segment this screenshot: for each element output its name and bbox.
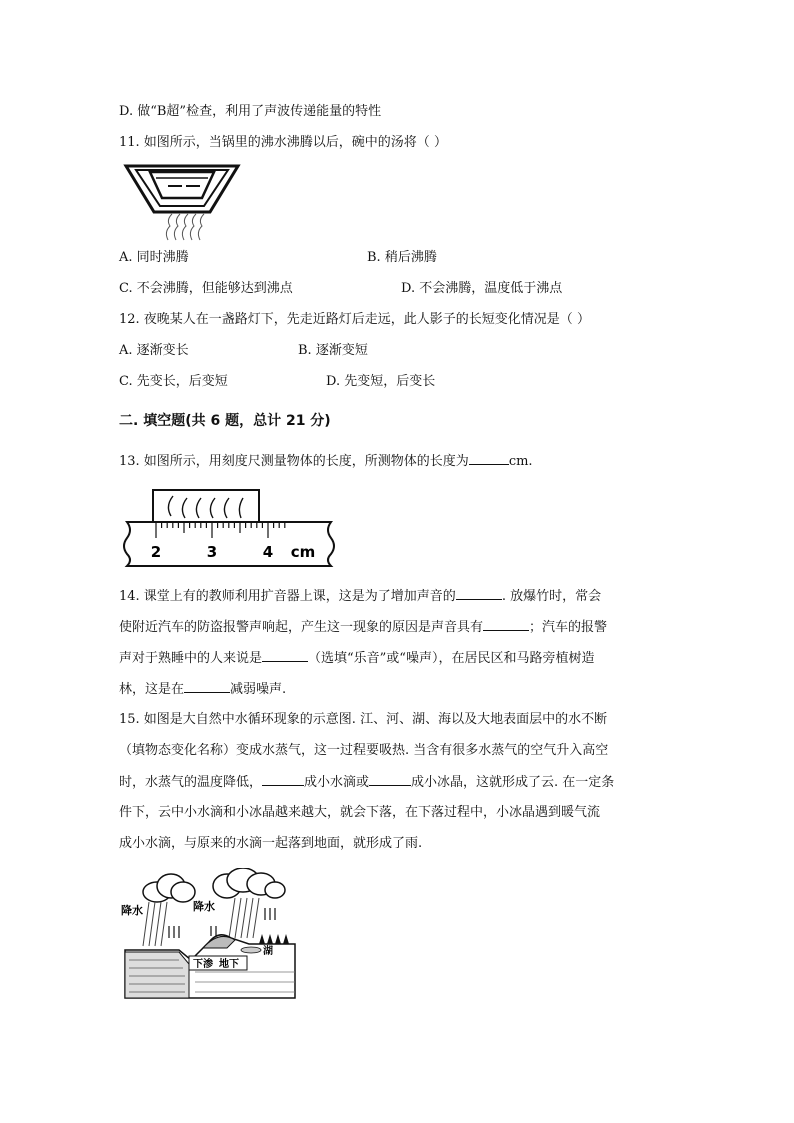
pot-bowl-figure [122, 160, 242, 248]
q15-line-3 [119, 773, 614, 792]
q15-line-2: （填物态变化名称）变成水蒸气，这一过程要吸热. 当含有很多水蒸气的空气升入高空 [119, 743, 609, 758]
q13-stem [119, 452, 533, 471]
q10-option-d: D. 做“B超”检查，利用了声波传递能量的特性 [119, 104, 382, 119]
ruler-label-3: 3 [206, 543, 218, 561]
q14-text-4b: 减弱噪声. [230, 682, 287, 697]
q14-text-3a: 声对于熟睡中的人来说是 [119, 651, 263, 666]
water-cycle-figure [119, 868, 297, 1004]
q15-text-3c: 成小冰晶，这就形成了云. 在一定条 [411, 775, 615, 790]
q11-option-b: B. 稍后沸腾 [367, 250, 437, 265]
q11-stem: 11. 如图所示，当锅里的沸水沸腾以后，碗中的汤将（ ） [119, 135, 447, 150]
label-lake: 湖 [263, 946, 273, 957]
q13-answer-blank[interactable] [469, 452, 509, 465]
q12-option-a: A. 逐渐变长 [119, 343, 189, 358]
q14-text-2b: ；汽车的报警 [529, 620, 608, 635]
q15-blank-1[interactable] [262, 773, 304, 786]
q14-line-1 [119, 587, 601, 606]
q12-stem: 12. 夜晚某人在一盏路灯下，先走近路灯后走远，此人影子的长短变化情况是（ ） [119, 312, 590, 327]
q12-option-b: B. 逐渐变短 [298, 343, 368, 358]
section-2-title: 二. 填空题(共 6 题，总计 21 分) [119, 413, 331, 429]
ruler-label-4: 4 [262, 543, 274, 561]
ruler-label-2: 2 [150, 543, 162, 561]
q11-option-c: C. 不会沸腾，但能够达到沸点 [119, 281, 293, 296]
ruler-label-unit: cm [290, 543, 316, 561]
q12-option-c: C. 先变长，后变短 [119, 374, 228, 389]
label-groundwater: 地下 [219, 959, 239, 970]
q14-text-3b: （选填“乐音”或“噪声），在居民区和马路旁植树造 [308, 651, 595, 666]
q13-stem-text: 13. 如图所示，用刻度尺测量物体的长度，所测物体的长度为 [119, 454, 469, 469]
q14-text-4a: 林，这是在 [119, 682, 185, 697]
q14-line-3 [119, 649, 594, 668]
q15-line-1: 15. 如图是大自然中水循环现象的示意图. 江、河、湖、海以及大地表面层中的水不断 [119, 712, 608, 727]
q14-line-4 [119, 680, 286, 699]
q13-stem-unit: cm. [508, 454, 533, 469]
q14-blank-2[interactable] [483, 618, 529, 631]
label-seepage: 下渗 [193, 959, 213, 970]
q14-line-2 [119, 618, 607, 637]
label-rain-left: 降水 [121, 904, 143, 917]
q15-blank-2[interactable] [369, 773, 411, 786]
q15-line-4: 件下，云中小水滴和小冰晶越来越大，就会下落，在下落过程中，小冰晶遇到暖气流 [119, 805, 601, 820]
ruler-figure [119, 486, 339, 574]
q11-option-a: A. 同时沸腾 [119, 250, 189, 265]
q14-text-2a: 使附近汽车的防盗报警声响起，产生这一现象的原因是声音具有 [119, 620, 484, 635]
q15-text-3b: 成小水滴或 [304, 775, 370, 790]
q14-text-1b: . 放爆竹时，常会 [501, 589, 602, 604]
q14-blank-4[interactable] [184, 680, 230, 693]
q15-text-3a: 时，水蒸气的温度降低， [119, 775, 263, 790]
q14-blank-3[interactable] [262, 649, 308, 662]
q14-text-1a: 14. 课堂上有的教师利用扩音器上课，这是为了增加声音的 [119, 589, 456, 604]
q12-option-d: D. 先变短，后变长 [326, 374, 436, 389]
label-rain-right: 降水 [193, 900, 215, 913]
q11-option-d: D. 不会沸腾，温度低于沸点 [401, 281, 563, 296]
q15-line-5: 成小水滴，与原来的水滴一起落到地面，就形成了雨. [119, 836, 423, 851]
q14-blank-1[interactable] [456, 587, 502, 600]
